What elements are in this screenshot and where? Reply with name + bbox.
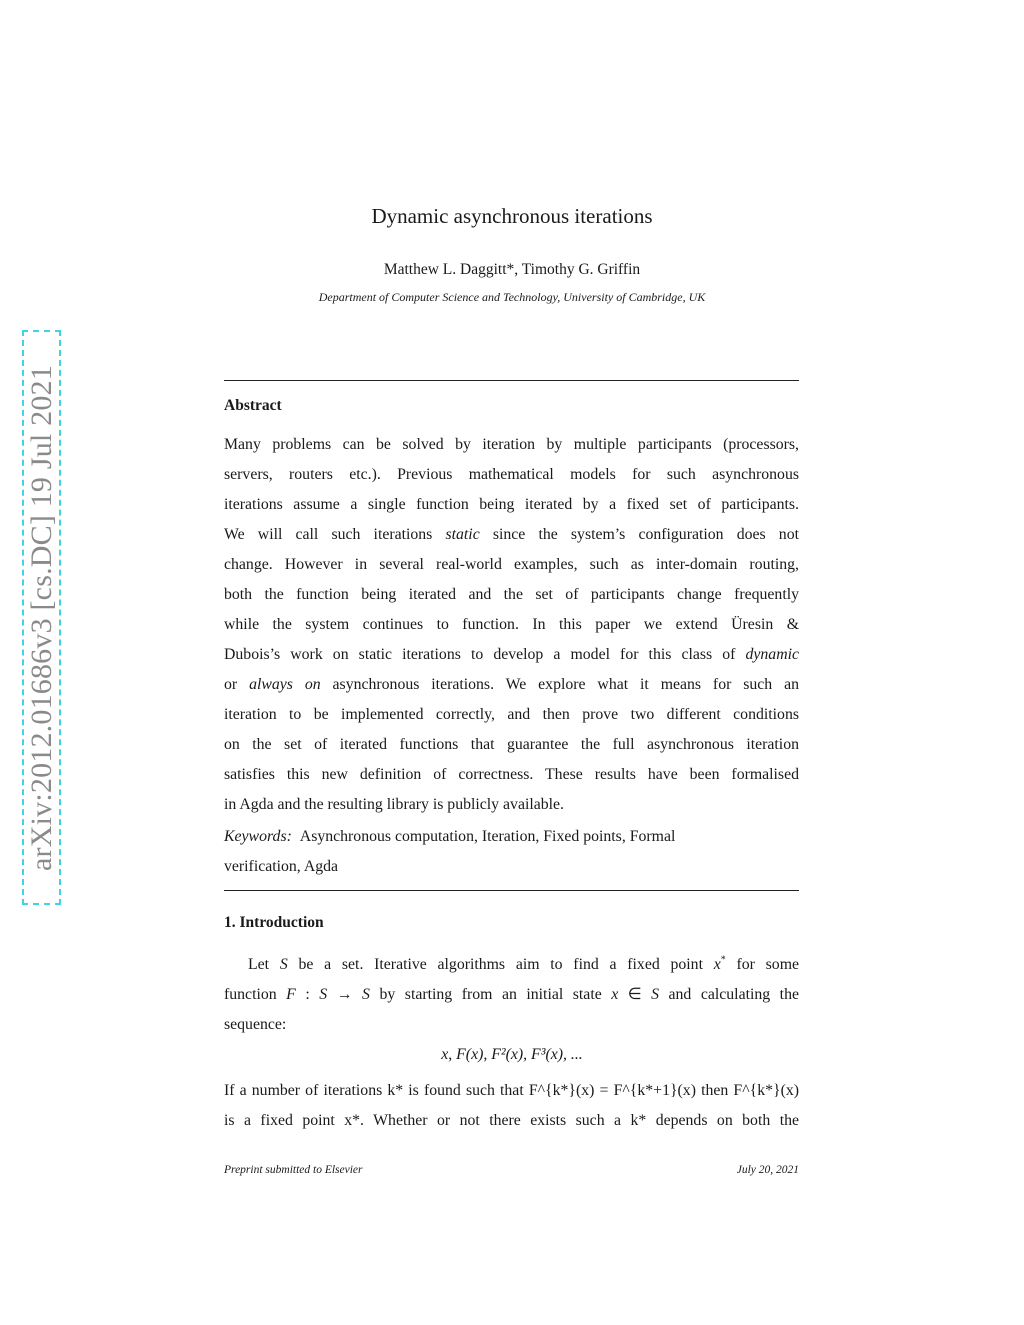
intro-paragraph-2 xyxy=(224,1076,799,1136)
arxiv-stamp xyxy=(22,330,61,905)
footer-preprint: Preprint submitted to Elsevier xyxy=(224,1164,363,1176)
section-heading: 1. Introduction xyxy=(224,914,324,931)
paper-title: Dynamic asynchronous iterations xyxy=(371,204,653,228)
affiliation: Department of Computer Science and Technology, University of Cambridge, UK xyxy=(318,290,706,304)
top-rule xyxy=(224,380,799,381)
abstract-line: in Agda and the resulting library is publicly available. xyxy=(224,796,564,813)
keywords-label: Keywords: xyxy=(224,828,292,845)
abstract-body xyxy=(224,430,799,820)
footer-date: July 20, 2021 xyxy=(736,1164,799,1176)
abstract-line: both the function being iterated and the set of participants change frequently xyxy=(224,586,799,603)
abstract-line: or always on asynchronous iterations. We explore what it means for such an xyxy=(224,676,799,693)
abstract-line: We will call such iterations static since the system’s configuration does not xyxy=(224,526,799,543)
abstract-line: servers, routers etc.). Previous mathematical models for such asynchronous xyxy=(224,466,799,483)
intro-line: If a number of iterations k* is found such that F^{k*}(x) = F^{k*+1}(x) then F^{k*}(x) xyxy=(224,1082,799,1099)
intro-paragraph xyxy=(224,950,799,1040)
abstract-line: Dubois’s work on static iterations to develop a model for this class of dynamic xyxy=(224,646,799,663)
keywords xyxy=(224,822,799,882)
abstract-line: iteration to be implemented correctly, and then prove two different conditions xyxy=(224,706,799,723)
arxiv-id: arXiv:2012.01686v3 [cs.DC] 19 Jul 2021 xyxy=(24,364,58,871)
abstract-line: satisfies this new definition of correctness. These results have been formalised xyxy=(224,766,799,783)
intro-line: function F : S → S by starting from an initial state x ∈ S and calculating the xyxy=(224,986,799,1003)
keywords-text: Asynchronous computation, Iteration, Fixed points, Formal xyxy=(299,828,676,845)
abstract-line: iterations assume a single function being iterated by a fixed set of participants. xyxy=(224,496,799,513)
authors: Matthew L. Daggitt*, Timothy G. Griffin xyxy=(383,261,641,278)
intro-line: Let S be a set. Iterative algorithms aim to find a fixed point x* for some xyxy=(248,954,800,973)
abstract-line: while the system continues to function. In this paper we extend Üresin & xyxy=(224,616,799,633)
abstract-line: change. However in several real-world examples, such as inter-domain routing, xyxy=(224,556,799,573)
intro-line: sequence: xyxy=(224,1016,287,1033)
abstract-heading: Abstract xyxy=(224,397,282,414)
keywords-text: verification, Agda xyxy=(224,858,339,875)
bottom-rule xyxy=(224,890,799,891)
equation: x, F(x), F²(x), F³(x), ... xyxy=(441,1046,583,1063)
abstract-line: on the set of iterated functions that guarantee the full asynchronous iteration xyxy=(224,736,799,753)
abstract-line: Many problems can be solved by iteration by multiple participants (processors, xyxy=(224,436,799,453)
intro-line: is a fixed point x*. Whether or not there exists such a k* depends on both the xyxy=(224,1112,799,1129)
